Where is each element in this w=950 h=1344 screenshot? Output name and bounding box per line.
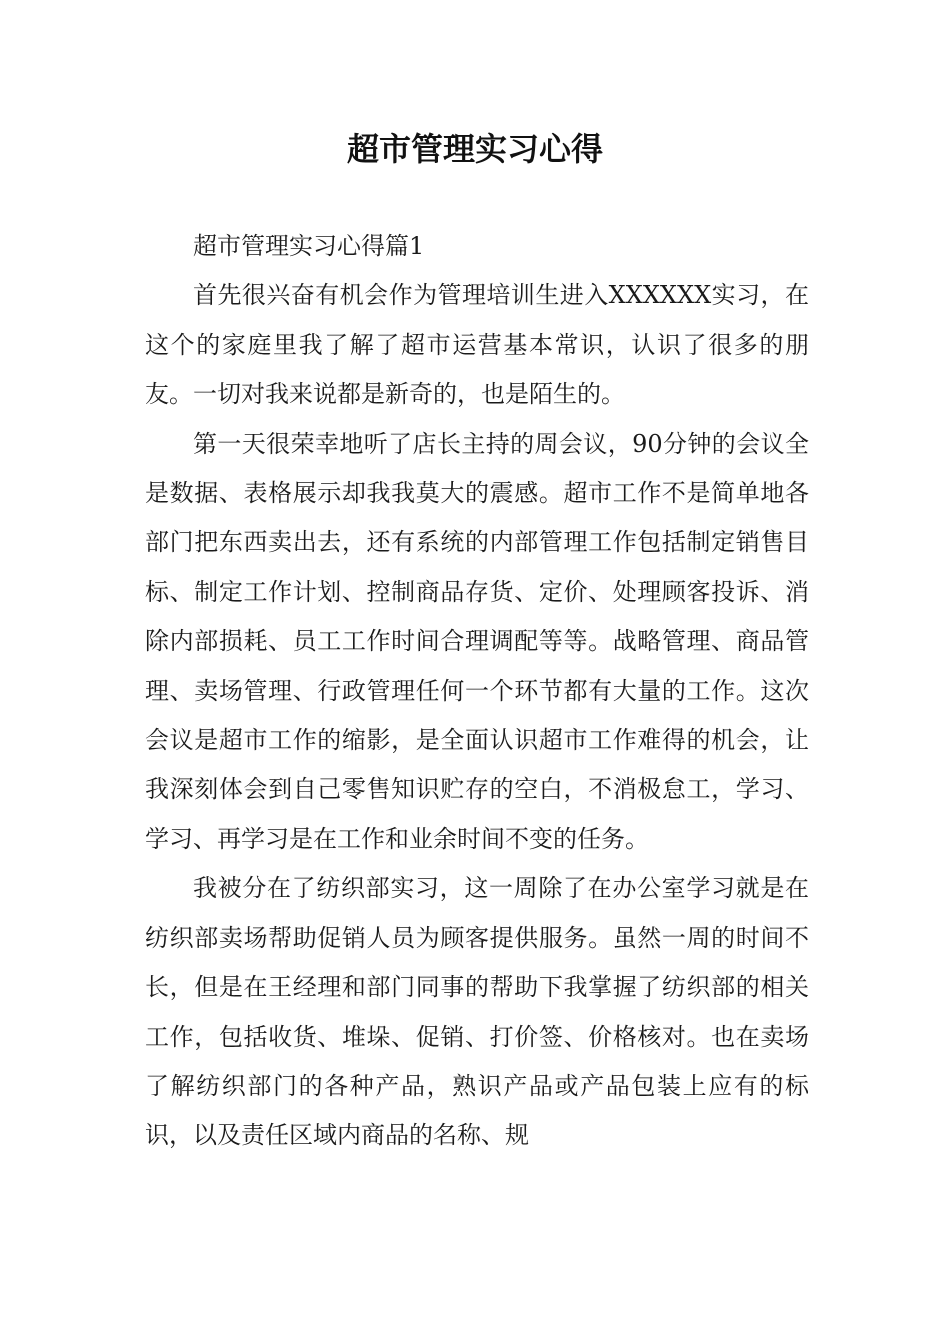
document-title: 超市管理实习心得: [346, 130, 603, 168]
paragraph-intro: 首先很兴奋有机会作为管理培训生进入XXXXXX实习，在这个的家庭里我了解了超市运营基本常识，认识了很多的朋友。一切对我来说都是新奇的，也是陌生的。: [145, 281, 809, 409]
section-heading: 超市管理实习心得篇1: [193, 232, 425, 260]
document-body: [145, 222, 809, 1161]
paragraph-weekly-meeting: 第一天很荣幸地听了店长主持的周会议，90分钟的会议全是数据、表格展示却我我莫大的震感。超市工作不是简单地各部门把东西卖出去，还有系统的内部管理工作包括制定销售目标、制定工作计划、控制商品存货、定价、处理顾客投诉、消除内部损耗、员工工作时间合理调配等等。战略管理、商品管理、卖场管理、行政管理任何一个环节都有大量的工作。这次会议是超市工作的缩影，是全面认识超市工作难得的机会，让我深刻体会到自己零售知识贮存的空白，不消极怠工，学习、学习、再学习是在工作和业余时间不变的任务。: [145, 429, 809, 853]
paragraph-textile-department: 我被分在了纺织部实习，这一周除了在办公室学习就是在纺织部卖场帮助促销人员为顾客提供服务。虽然一周的时间不长，但是在王经理和部门同事的帮助下我掌握了纺织部的相关工作，包括收货、堆垛、促销、打价签、价格核对。也在卖场了解纺织部门的各种产品，熟识产品或产品包装上应有的标识，以及责任区域内商品的名称、规: [145, 874, 809, 1150]
